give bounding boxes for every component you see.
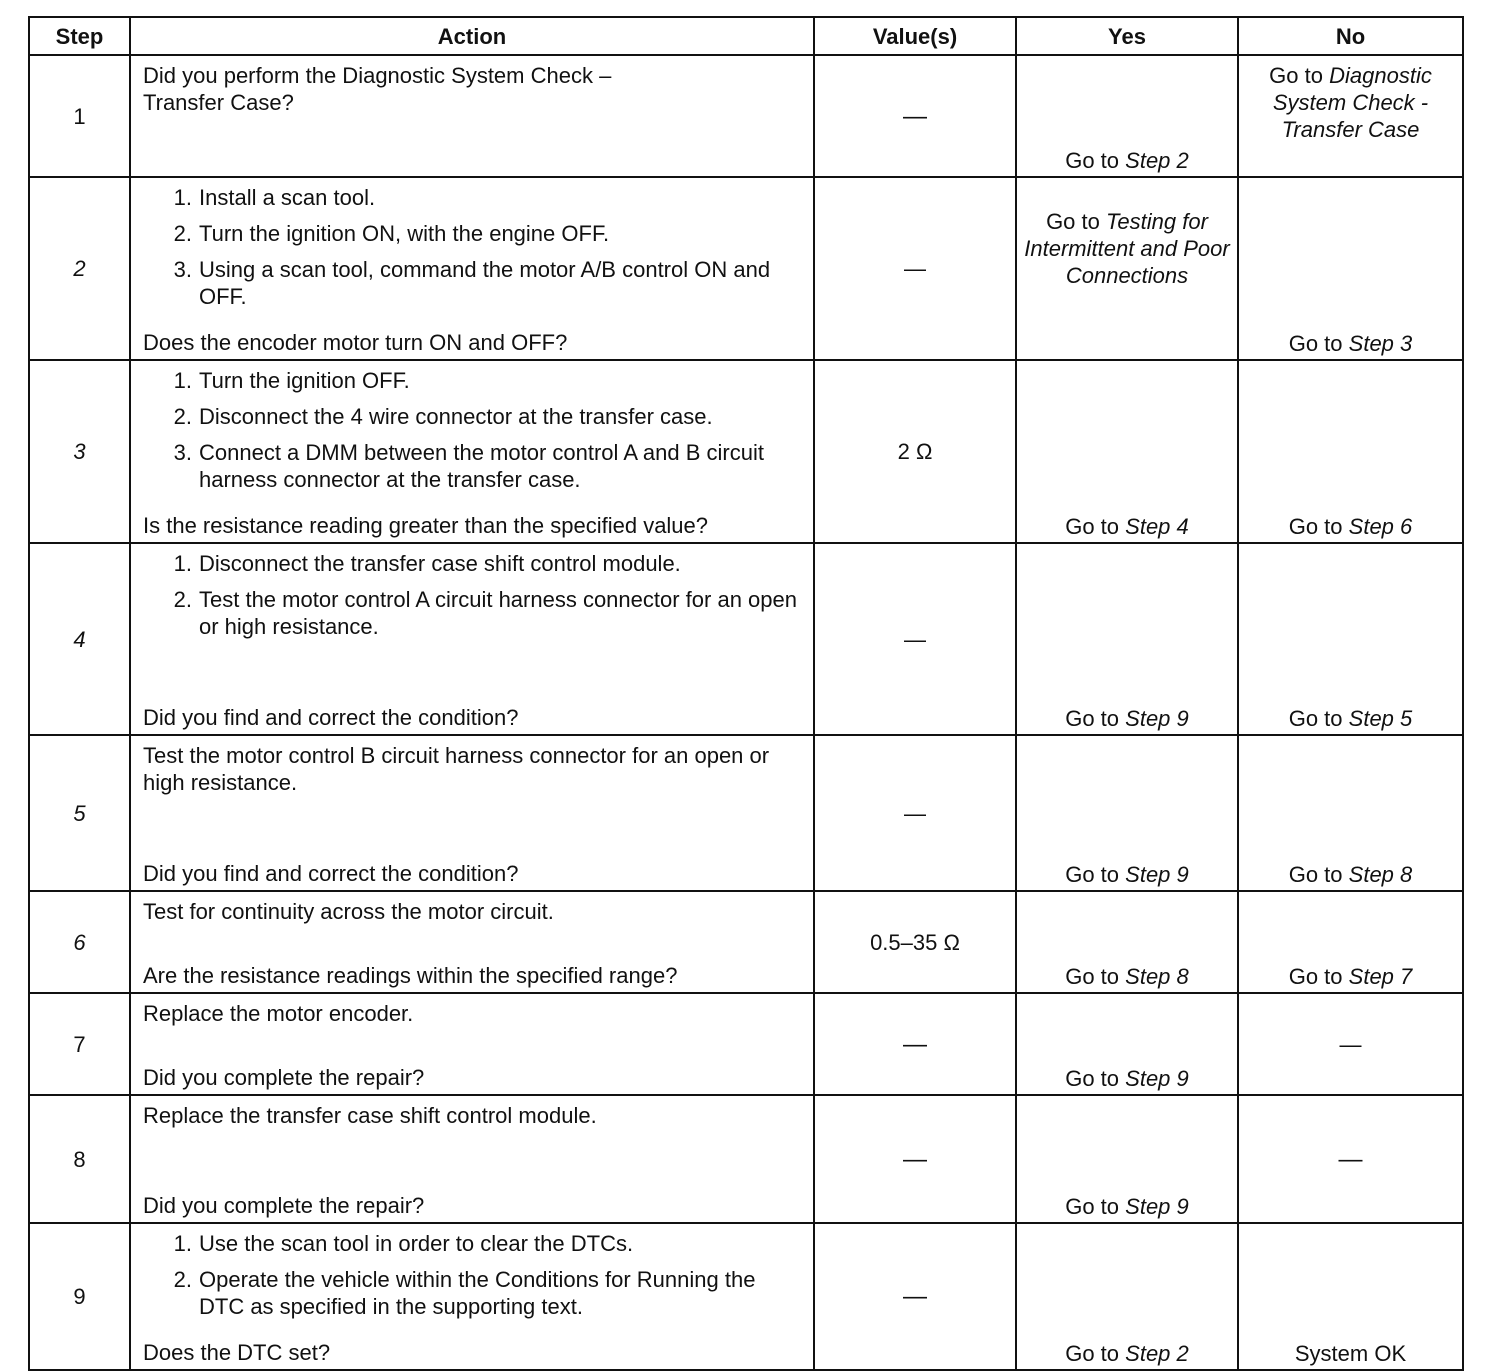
yes-link[interactable]: Step 9 (1125, 1066, 1189, 1091)
action-steps (143, 367, 803, 493)
yes-cell (1016, 993, 1238, 1095)
action-cell (130, 177, 814, 360)
step-number: 8 (29, 1095, 130, 1223)
value-text: — (903, 1145, 927, 1173)
step-number: 9 (29, 1223, 130, 1370)
table-row (29, 177, 1463, 360)
no-goto (1239, 963, 1462, 990)
step-number-text: 6 (73, 929, 86, 955)
no-value: System OK (1294, 1341, 1407, 1366)
yes-link[interactable]: Step 4 (1125, 514, 1189, 539)
action-cell (130, 55, 814, 177)
goto-text: Go to (1288, 706, 1343, 731)
yes-cell (1016, 543, 1238, 735)
action-cell (130, 360, 814, 543)
no-cell (1238, 543, 1463, 735)
yes-cell (1016, 891, 1238, 993)
value-cell (814, 360, 1016, 543)
step-number-text: 5 (73, 800, 86, 826)
action-question: Does the encoder motor turn ON and OFF? (143, 330, 568, 355)
goto-text: Go to (1288, 862, 1343, 887)
value-cell (814, 993, 1016, 1095)
list-item: 3. Connect a DMM between the motor control A and B circuit harness connector at the transfer case. (173, 440, 764, 492)
table-row (29, 1223, 1463, 1370)
yes-link[interactable]: Step 9 (1125, 862, 1189, 887)
step-number (29, 543, 130, 735)
yes-cell (1016, 360, 1238, 543)
yes-link[interactable]: Testing for Intermittent and Poor Connections (1024, 209, 1230, 288)
goto-text: Go to (1065, 1066, 1120, 1091)
list-item-text: Test the motor control A circuit harness connector for an open or high resistance. (199, 587, 797, 639)
value-cell (814, 177, 1016, 360)
action-question: Did you find and correct the condition? (143, 861, 519, 886)
diagnostic-table (28, 16, 1464, 1371)
goto-text: Go to (1065, 706, 1120, 731)
yes-goto (1017, 861, 1237, 888)
list-item: 2. Disconnect the 4 wire connector at the transfer case. (173, 404, 713, 429)
table-row (29, 993, 1463, 1095)
no-cell (1238, 177, 1463, 360)
list-item-text: Connect a DMM between the motor control A and B circuit harness connector at the transfer case. (199, 440, 764, 492)
action-cell (130, 993, 814, 1095)
value-text: — (903, 102, 927, 130)
no-value: — (1339, 1031, 1362, 1057)
list-item: 1. Use the scan tool in order to clear the DTCs. (173, 1231, 634, 1256)
action-cell (130, 735, 814, 891)
no-cell (1238, 55, 1463, 177)
table-row (29, 543, 1463, 735)
list-item: 3. Using a scan tool, command the motor A/B control ON and OFF. (173, 257, 771, 309)
no-cell (1238, 1095, 1463, 1223)
value-cell (814, 891, 1016, 993)
step-number-text: 4 (73, 626, 86, 652)
header-step: Step (29, 17, 130, 55)
action-question: Does the DTC set? (143, 1340, 331, 1365)
header-row (29, 17, 1463, 55)
goto-text: Go to (1065, 964, 1120, 989)
no-goto (1239, 705, 1462, 732)
list-item: 2. Operate the vehicle within the Conditions for Running the DTC as specified in the supporting text. (173, 1267, 756, 1319)
action-intro: Test for continuity across the motor circuit. (143, 899, 554, 924)
value-text: — (904, 800, 926, 826)
list-item: 2. Turn the ignition ON, with the engine OFF. (173, 221, 610, 246)
yes-goto (1017, 178, 1237, 289)
yes-cell (1016, 177, 1238, 360)
goto-text: Go to (1269, 63, 1323, 88)
no-cell (1238, 993, 1463, 1095)
no-goto (1239, 513, 1462, 540)
table-row (29, 1095, 1463, 1223)
yes-link[interactable]: Step 9 (1125, 706, 1189, 731)
list-item: 1. Turn the ignition OFF. (173, 368, 410, 393)
action-cell (130, 1095, 814, 1223)
yes-cell (1016, 1095, 1238, 1223)
goto-text: Go to (1288, 964, 1343, 989)
goto-text: Go to (1288, 331, 1343, 356)
yes-goto (1017, 963, 1237, 990)
list-item-text: Disconnect the 4 wire connector at the transfer case. (199, 404, 713, 429)
no-goto (1239, 861, 1462, 888)
value-text: — (904, 626, 926, 652)
yes-goto (1017, 705, 1237, 732)
value-cell (814, 1223, 1016, 1370)
no-link[interactable]: Step 6 (1348, 514, 1413, 539)
list-item-text: Turn the ignition OFF. (199, 368, 410, 393)
no-cell (1238, 360, 1463, 543)
action-intro: Did you perform the Diagnostic System Check – Transfer Case? (143, 63, 612, 115)
goto-text: Go to (1065, 1341, 1120, 1366)
no-cell (1238, 1223, 1463, 1370)
header-values: Value(s) (814, 17, 1016, 55)
header-action: Action (130, 17, 814, 55)
table-row (29, 360, 1463, 543)
list-item-text: Use the scan tool in order to clear the DTCs. (199, 1231, 634, 1256)
action-intro: Replace the transfer case shift control module. (143, 1103, 597, 1128)
goto-text: Go to (1065, 1194, 1120, 1219)
goto-text: Go to (1065, 148, 1120, 173)
value-text: — (903, 1283, 927, 1310)
step-number: 7 (29, 993, 130, 1095)
list-item-text: Using a scan tool, command the motor A/B control ON and OFF. (199, 257, 771, 309)
action-cell (130, 543, 814, 735)
list-item: 2. Test the motor control A circuit harness connector for an open or high resistance. (173, 587, 797, 639)
yes-link[interactable]: Step 2 (1125, 148, 1189, 173)
value-cell (814, 735, 1016, 891)
table-row (29, 891, 1463, 993)
step-number (29, 177, 130, 360)
value-text: 2 Ω (897, 439, 933, 464)
yes-goto (1017, 1193, 1237, 1220)
action-question: Did you complete the repair? (143, 1193, 425, 1218)
step-number (29, 735, 130, 891)
no-goto (1239, 56, 1462, 143)
goto-text: Go to (1065, 862, 1120, 887)
yes-cell (1016, 1223, 1238, 1370)
step-number (29, 891, 130, 993)
header-yes: Yes (1016, 17, 1238, 55)
yes-cell (1016, 735, 1238, 891)
goto-text: Go to (1065, 514, 1120, 539)
step-number: 1 (29, 55, 130, 177)
value-cell (814, 1095, 1016, 1223)
yes-goto (1017, 1065, 1237, 1092)
action-question: Are the resistance readings within the specified range? (143, 963, 678, 988)
value-cell (814, 543, 1016, 735)
list-item: 1. Install a scan tool. (173, 185, 376, 210)
step-number-text: 3 (73, 439, 86, 464)
no-link[interactable]: Diagnostic System Check - Transfer Case (1272, 63, 1432, 142)
action-steps (143, 550, 803, 640)
no-cell (1238, 735, 1463, 891)
action-question: Did you find and correct the condition? (143, 705, 519, 730)
action-question: Did you complete the repair? (143, 1065, 425, 1090)
action-intro: Replace the motor encoder. (143, 1001, 414, 1026)
yes-link[interactable]: Step 9 (1125, 1194, 1189, 1219)
action-question: Is the resistance reading greater than the specified value? (143, 513, 709, 538)
value-cell (814, 55, 1016, 177)
no-link[interactable]: Step 7 (1348, 964, 1413, 989)
action-steps (143, 1230, 803, 1320)
action-steps (143, 184, 803, 310)
value-text: 0.5–35 Ω (870, 929, 960, 955)
list-item-text: Operate the vehicle within the Conditions for Running the DTC as specified in the supporting text. (199, 1267, 756, 1319)
yes-goto (1017, 513, 1237, 540)
action-cell (130, 1223, 814, 1370)
action-cell (130, 891, 814, 993)
goto-text: Go to (1046, 209, 1100, 234)
action-intro: Test the motor control B circuit harness connector for an open or high resistance. (143, 743, 770, 795)
yes-cell (1016, 55, 1238, 177)
no-goto (1239, 330, 1462, 357)
no-value: — (1338, 1145, 1363, 1173)
no-link[interactable]: Step 5 (1348, 706, 1413, 731)
no-link[interactable]: Step 3 (1348, 331, 1413, 356)
goto-text: Go to (1288, 514, 1343, 539)
step-number (29, 360, 130, 543)
no-link[interactable]: Step 8 (1348, 862, 1413, 887)
table-row (29, 735, 1463, 891)
value-text: — (904, 256, 926, 281)
table-row (29, 55, 1463, 177)
list-item-text: Disconnect the transfer case shift control module. (199, 551, 681, 576)
yes-link[interactable]: Step 2 (1125, 1341, 1189, 1366)
yes-goto (1017, 147, 1237, 174)
list-item: 1. Disconnect the transfer case shift control module. (173, 551, 681, 576)
no-cell (1238, 891, 1463, 993)
yes-link[interactable]: Step 8 (1125, 964, 1189, 989)
list-item-text: Install a scan tool. (199, 185, 376, 210)
header-no: No (1238, 17, 1463, 55)
value-text: — (903, 1030, 927, 1058)
list-item-text: Turn the ignition ON, with the engine OFF. (199, 221, 610, 246)
step-number-text: 2 (73, 256, 86, 281)
